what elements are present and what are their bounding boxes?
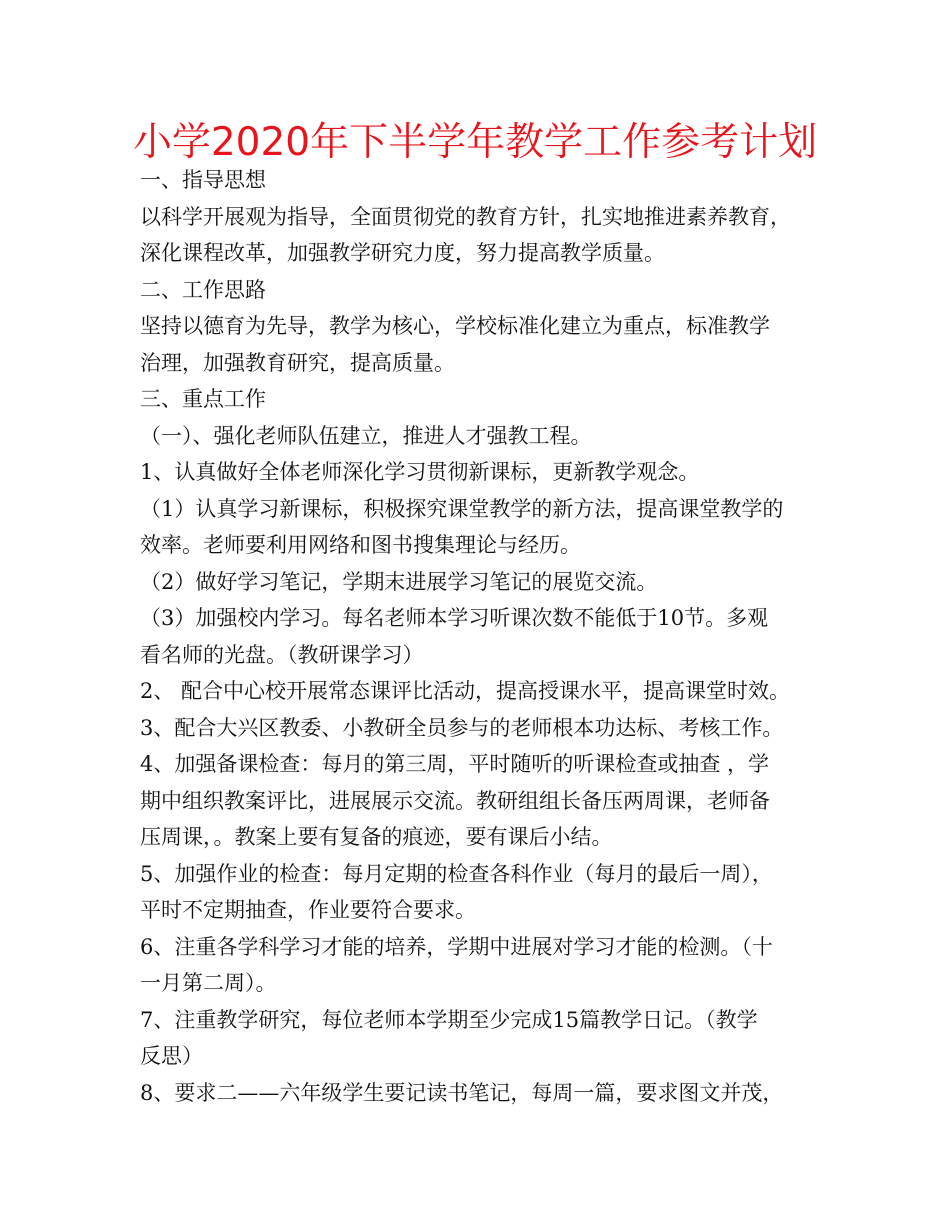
heading-key-work: 三、重点工作 (140, 387, 266, 411)
paragraph-line: 深化课程改革，加强教学研究力度，努力提高教学质量。 (140, 241, 665, 265)
list-item: 7、注重教学研究，每位老师本学期至少完成15篇教学日记。（教学 (140, 1007, 758, 1032)
list-item: （2）做好学习笔记，学期末进展学习笔记的展览交流。 (140, 569, 658, 594)
list-item: 1、认真做好全体老师深化学习贯彻新课标，更新教学观念。 (140, 460, 700, 484)
list-item-continued: 一月第二周）。 (140, 971, 277, 995)
paragraph-line: 坚持以德育为先导，教学为核心，学校标准化建立为重点，标准教学 (140, 314, 770, 338)
list-item-continued: 压周课，。教案上要有复备的痕迹，要有课后小结。 (140, 825, 613, 849)
list-item-continued: 平时不定期抽查，作业要符合要求。 (140, 898, 476, 922)
list-item: 2、 配合中心校开展常态课评比活动，提高授课水平，提高课堂时效。 (140, 679, 791, 703)
subheading-teacher-team: （一）、强化老师队伍建立，推进人才强教工程。 (140, 423, 592, 448)
list-item: （1）认真学习新课标，积极探究课堂教学的新方法，提高课堂教学的 (140, 496, 784, 521)
list-item-continued: 期中组织教案评比，进展展示交流。教研组组长备压两周课，老师备 (140, 788, 770, 813)
list-item-continued: 看名师的光盘。（教研课学习） (140, 642, 424, 667)
list-item: 5、加强作业的检查：每月定期的检查各科作业（每月的最后一周）， (140, 861, 773, 886)
heading-work-approach: 二、工作思路 (140, 277, 266, 302)
list-item: 4、加强备课检查：每月的第三周，平时随听的听课检查或抽查 ，学 (140, 752, 770, 776)
paragraph-line: 以科学开展观为指导，全面贯彻党的教育方针，扎实地推进素养教育， (140, 204, 791, 229)
list-item: 8、要求二——六年级学生要记读书笔记，每周一篇，要求图文并茂， (140, 1080, 784, 1105)
list-item: 3、配合大兴区教委、小教研全员参与的老师根本功达标、考核工作。 (140, 715, 784, 740)
list-item: 6、注重各学科学习才能的培养，学期中进展对学习才能的检测。（十 (140, 934, 773, 959)
list-item: （3）加强校内学习。每名老师本学习听课次数不能低于10节。多观 (140, 606, 769, 630)
paragraph-line: 治理，加强教育研究，提高质量。 (140, 350, 455, 375)
list-item-continued: 效率。老师要利用网络和图书搜集理论与经历。 (140, 533, 581, 557)
document-body (140, 162, 830, 1111)
list-item-continued: 反思） (140, 1044, 203, 1068)
heading-guiding-ideology: 一、指导思想 (140, 168, 266, 192)
document-title: 小学2020年下半学年教学工作参考计划 (132, 120, 818, 165)
